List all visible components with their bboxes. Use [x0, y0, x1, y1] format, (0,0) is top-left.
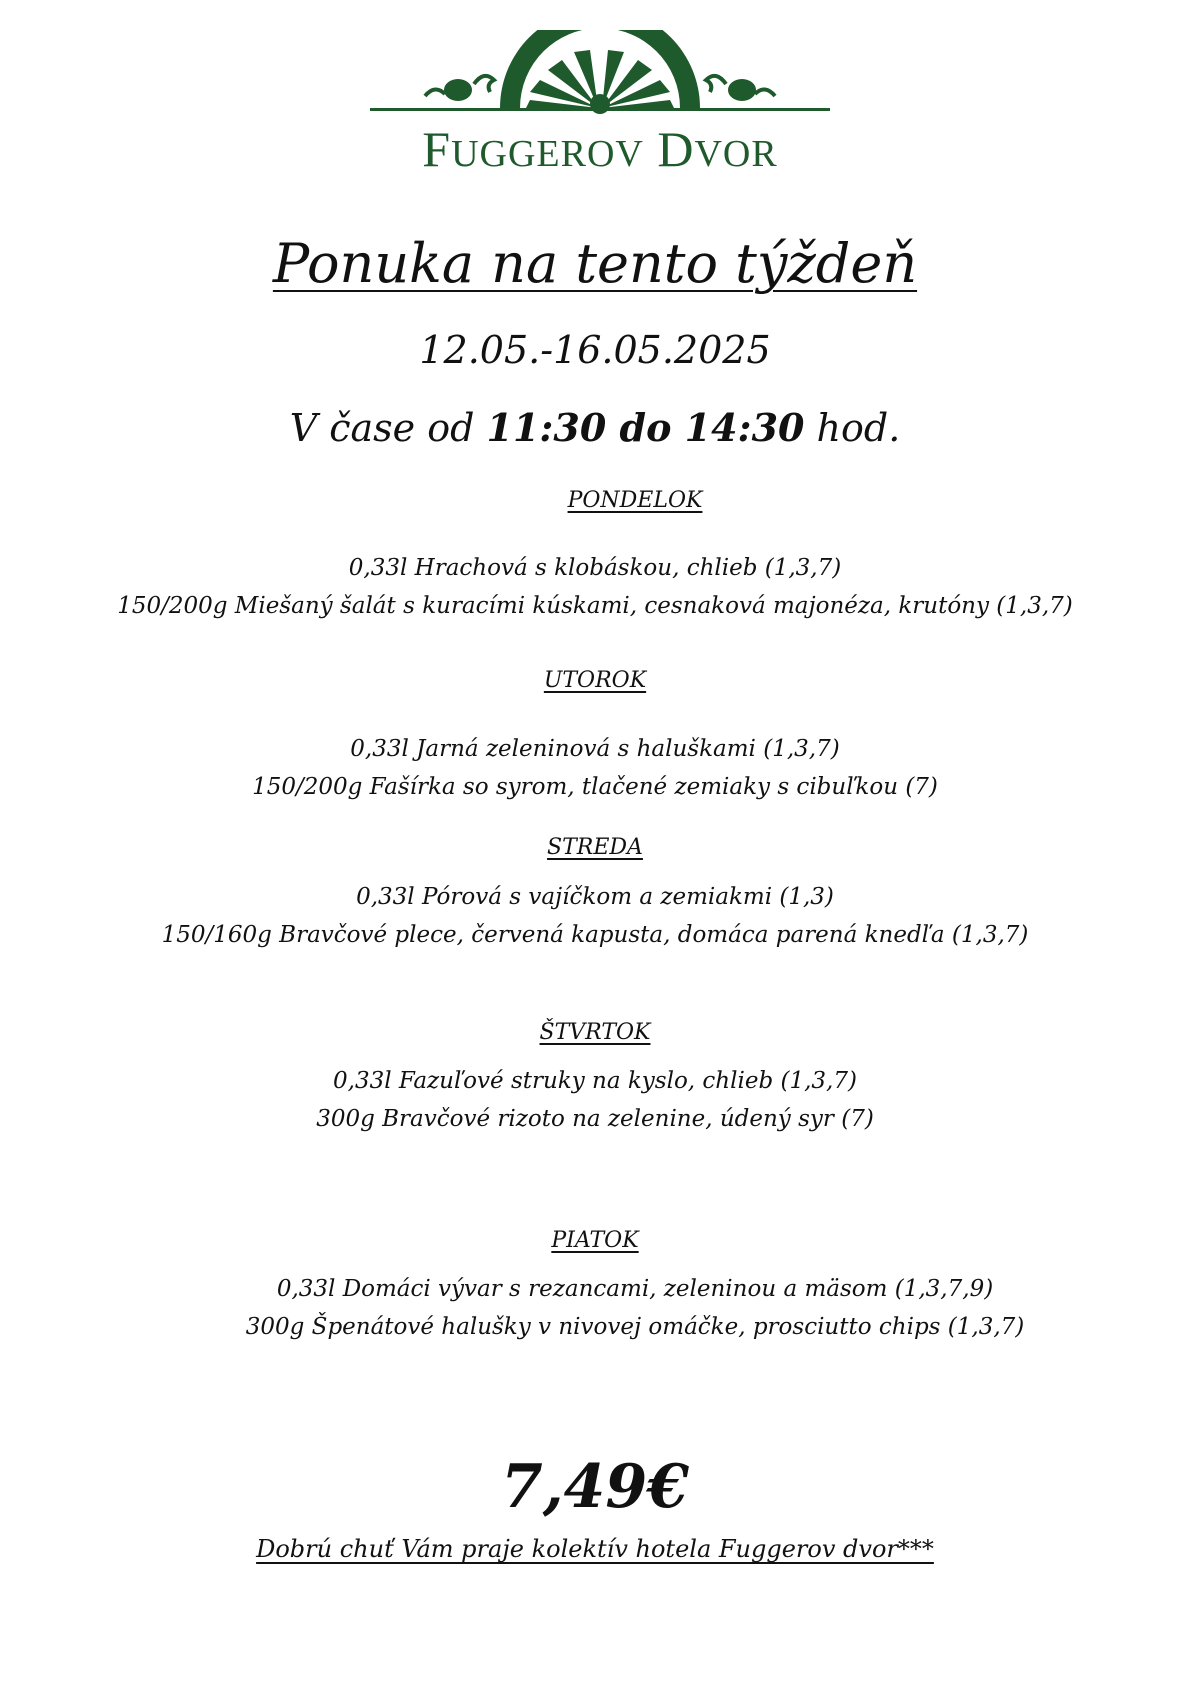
- sunburst-gate-icon: [370, 30, 830, 120]
- day-heading-friday: PIATOK: [551, 1228, 639, 1253]
- dish-item: 150/200g Fašírka so syrom, tlačené zemiaky s cibuľkou (7): [252, 774, 938, 800]
- dish-item: 0,33l Hrachová s klobáskou, chlieb (1,3,7): [348, 555, 842, 581]
- dish-item: 0,33l Fazuľové struky na kyslo, chlieb (1,3,7): [333, 1068, 857, 1094]
- dish-item: 0,33l Domáci vývar s rezancami, zeleninou a mäsom (1,3,7,9): [276, 1276, 994, 1302]
- day-heading-monday: PONDELOK: [567, 488, 703, 513]
- day-heading-thursday: ŠTVRTOK: [539, 1020, 651, 1045]
- hotel-logo: [370, 30, 830, 180]
- dish-item: 150/160g Bravčové plece, červená kapusta, domáca parená knedľa (1,3,7): [161, 922, 1029, 948]
- dish-item: 300g Špenátové halušky v nivovej omáčke, prosciutto chips (1,3,7): [245, 1314, 1025, 1340]
- dish-item: 150/200g Miešaný šalát s kuracími kúskami, cesnaková majonéza, krutóny (1,3,7): [117, 593, 1073, 619]
- page-title: Ponuka na tento týždeň: [272, 232, 918, 295]
- logo-wordmark: FUGGEROV DVOR: [422, 121, 778, 177]
- day-heading-tuesday: UTOROK: [543, 668, 647, 693]
- footer-greeting: Dobrú chuť Vám praje kolektív hotela Fuggerov dvor***: [256, 1535, 934, 1563]
- serving-time: V čase od 11:30 do 14:30 hod.: [289, 405, 901, 450]
- dish-item: 0,33l Jarná zeleninová s haluškami (1,3,7): [350, 736, 840, 762]
- dish-item: 0,33l Pórová s vajíčkom a zemiakmi (1,3): [356, 884, 834, 910]
- day-heading-wednesday: STREDA: [547, 835, 643, 860]
- menu-price: 7,49€: [501, 1452, 689, 1522]
- dish-item: 300g Bravčové rizoto na zelenine, údený syr (7): [316, 1106, 874, 1132]
- date-range: 12.05.-16.05.2025: [419, 328, 771, 372]
